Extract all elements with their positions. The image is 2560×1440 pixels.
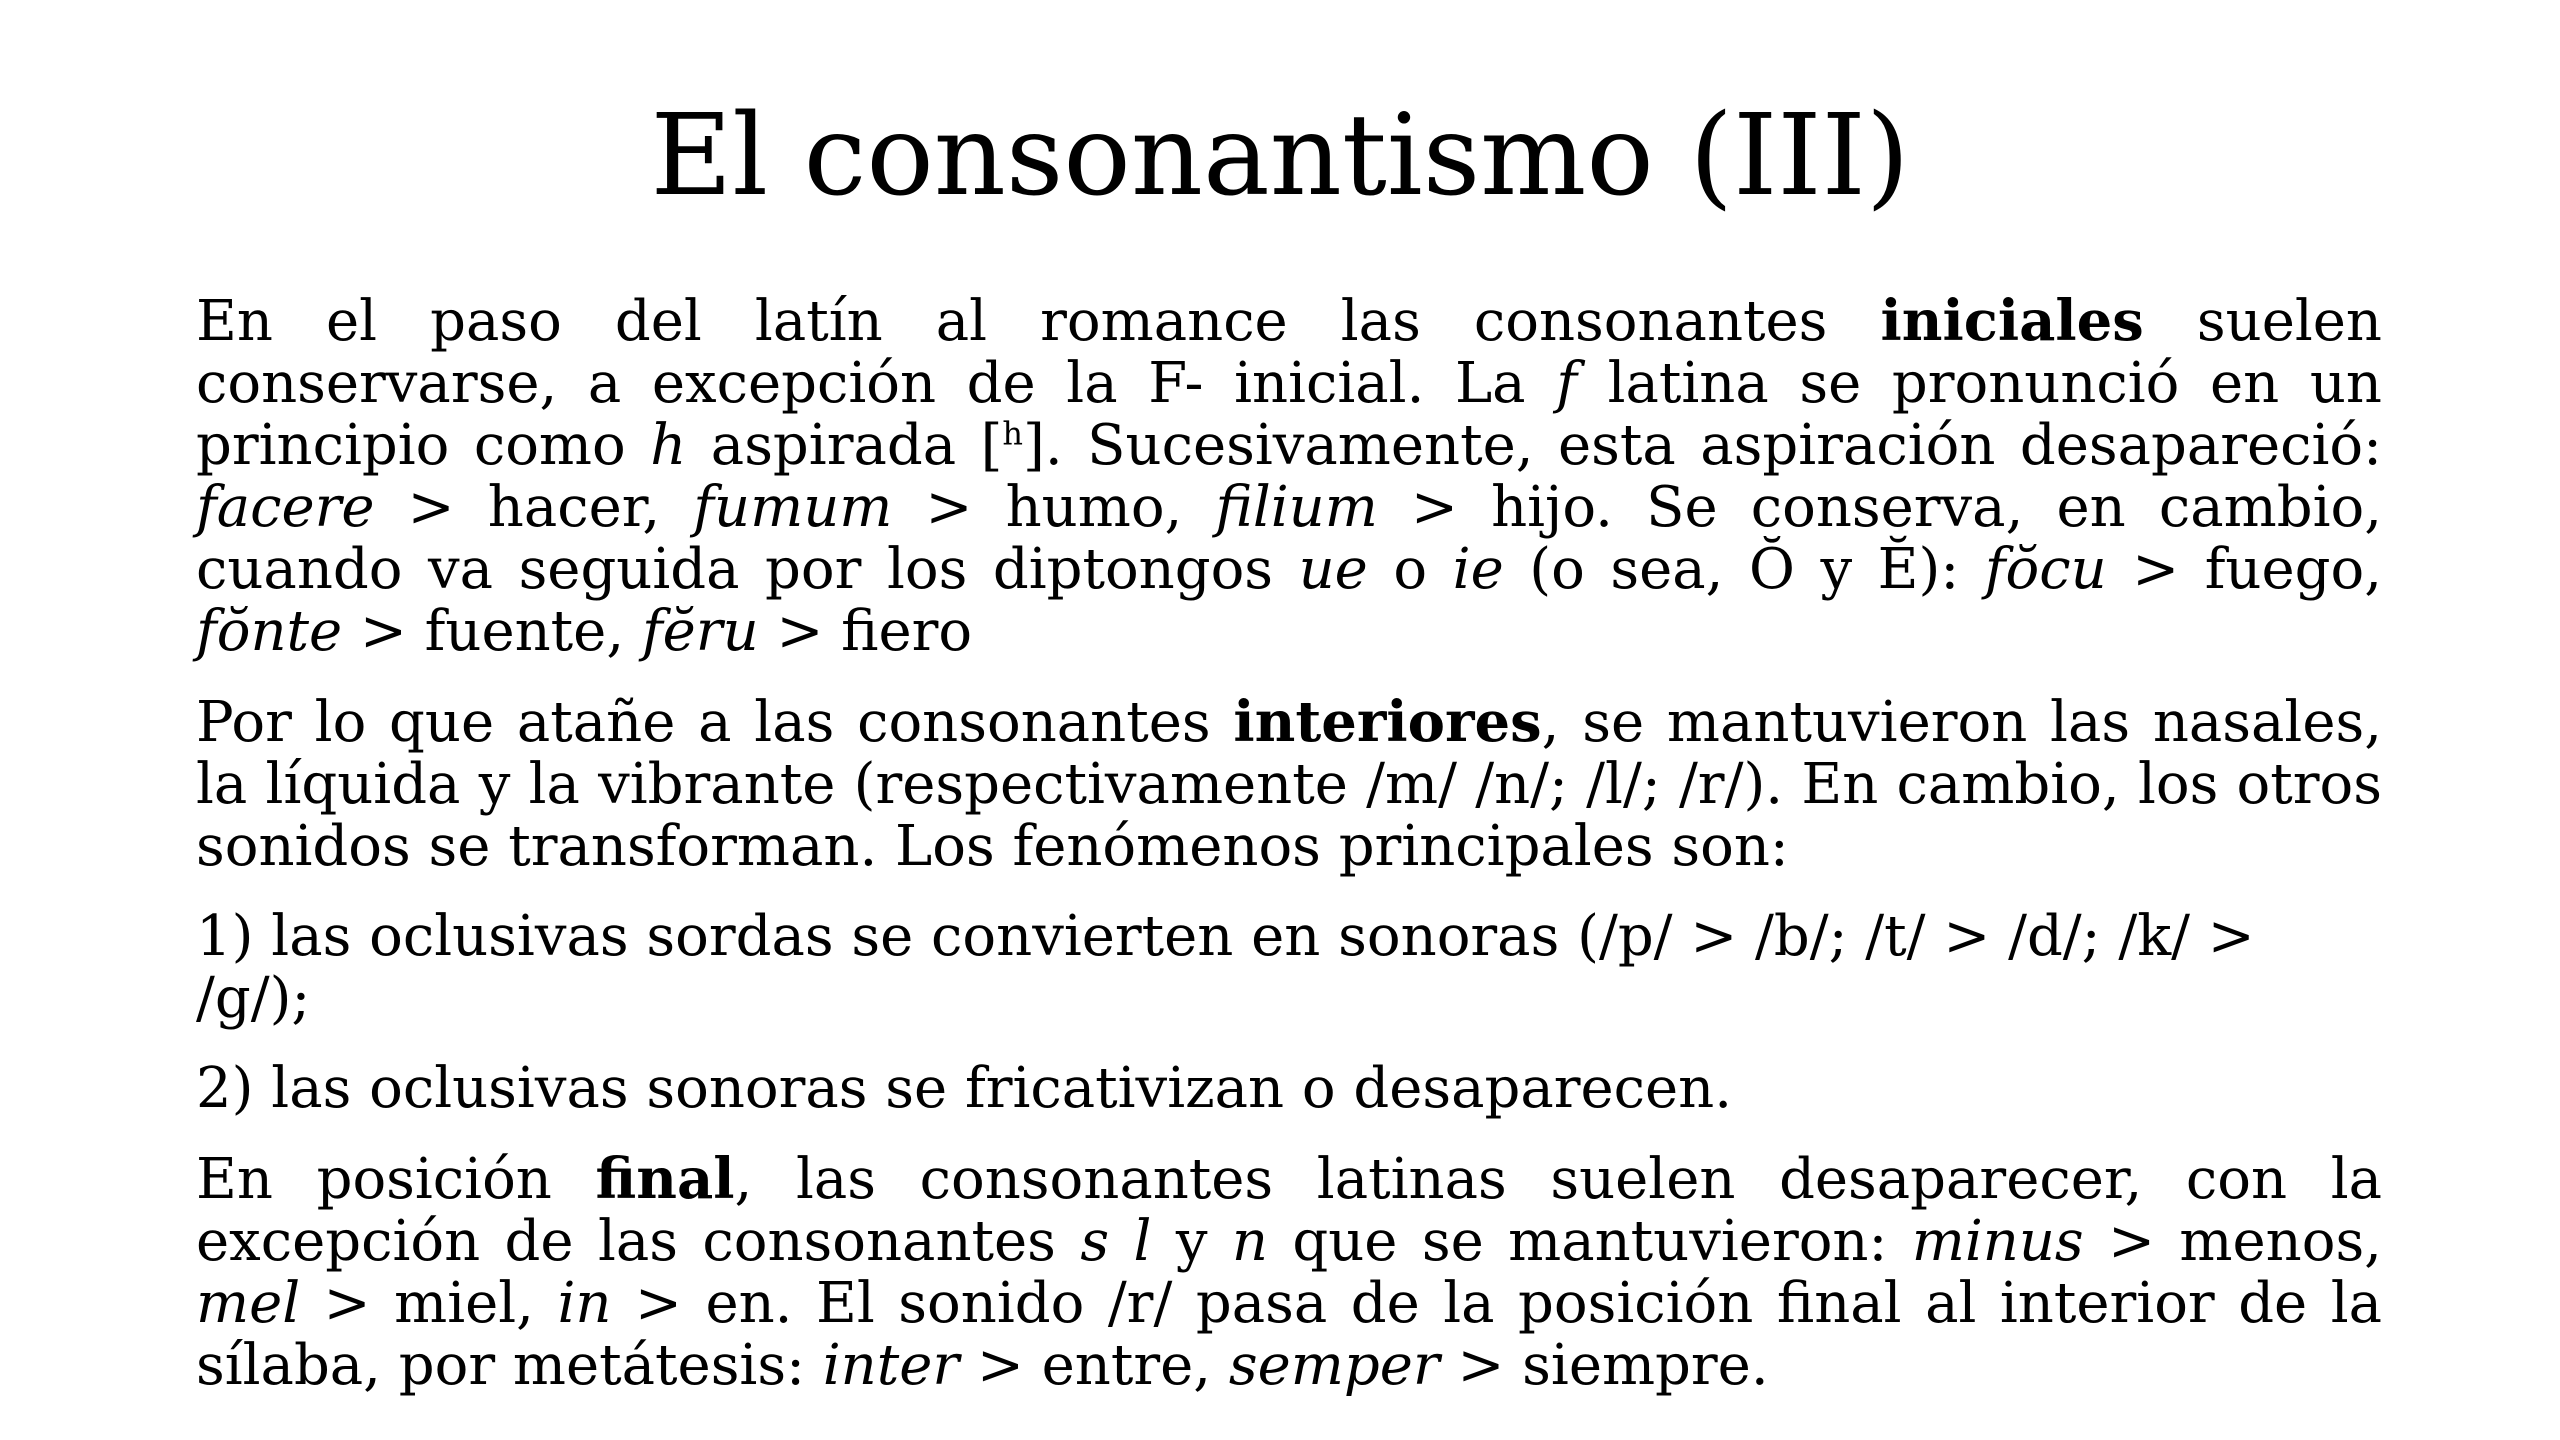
text-run: > fiero <box>758 599 973 664</box>
italic-term: minus <box>1911 1209 2084 1274</box>
text-run: > humo, <box>892 475 1216 540</box>
italic-term: n <box>1231 1209 1268 1274</box>
paragraph-interior-consonants <box>196 691 2382 878</box>
text-run <box>1109 1209 1133 1274</box>
italic-term: ie <box>1452 537 1504 602</box>
text-run: En posición <box>196 1147 596 1212</box>
text-run: y <box>1151 1209 1232 1274</box>
list-item-1: 1) las oclusivas sordas se convierten en sonoras (/p/ > /b/; /t/ > /d/; /k/ > /g/); <box>196 904 2255 1031</box>
italic-term: facere <box>196 475 375 540</box>
text-run: latina se pronunció en un principio como <box>196 351 2382 478</box>
text-run: > siempre. <box>1439 1333 1769 1398</box>
italic-term: fĕru <box>641 599 759 664</box>
text-run: > fuego, <box>2106 537 2382 602</box>
text-run: > en. El sonido /r/ pasa de la posición final al interior de la sílaba, por metátesis: <box>196 1271 2383 1398</box>
text-run: , las consonantes latinas suelen desaparecer, con la excepción de las consonantes <box>196 1147 2382 1274</box>
text-run: ]. Sucesivamente, esta aspiración desapareció: <box>1023 413 2382 478</box>
text-run: , se mantuvieron las nasales, la líquida y la vibrante (respectivamente /m/ /n/; /l/; /r/). En cambio, los otros sonidos se transforman. Los fenómenos principales son: <box>196 690 2383 879</box>
italic-term: fŏcu <box>1984 537 2107 602</box>
text-run: > entre, <box>959 1333 1229 1398</box>
slide-body <box>196 290 2382 1425</box>
italic-term: l <box>1133 1209 1152 1274</box>
italic-term: semper <box>1228 1333 1440 1398</box>
text-run: aspirada [ <box>686 413 1003 478</box>
italic-term: mel <box>196 1271 301 1336</box>
bold-term-iniciales: iniciales <box>1880 288 2144 354</box>
text-run: o <box>1367 537 1453 602</box>
bold-term-interiores: interiores <box>1233 689 1542 755</box>
list-item-2: 2) las oclusivas sonoras se fricativizan o desaparecen. <box>196 1056 1733 1121</box>
italic-term: f <box>1556 351 1577 416</box>
text-run: > menos, <box>2083 1209 2382 1274</box>
italic-term: h <box>650 413 687 478</box>
slide-title: El consonantismo (III) <box>650 91 1910 221</box>
italic-term: fŏnte <box>196 599 343 664</box>
bold-term-final: final <box>595 1146 735 1212</box>
text-run: suelen conservarse, a excepción de la F- inicial. La <box>196 289 2382 416</box>
paragraph-final-consonants <box>196 1148 2382 1397</box>
italic-term: inter <box>822 1333 960 1398</box>
italic-term: ue <box>1298 537 1368 602</box>
text-run: > hijo. Se conserva, en cambio, cuando va seguida por los diptongos <box>196 475 2383 602</box>
text-run: que se mantuvieron: <box>1267 1209 1912 1274</box>
italic-term: fumum <box>693 475 893 540</box>
italic-term: s <box>1080 1209 1110 1274</box>
text-run: En el paso del latín al romance las consonantes <box>196 289 1881 354</box>
text-run: Por lo que atañe a las consonantes <box>196 690 1234 755</box>
text-run: > hacer, <box>374 475 694 540</box>
italic-term: filium <box>1215 475 1378 540</box>
text-run: > miel, <box>300 1271 558 1336</box>
italic-term: in <box>557 1271 612 1336</box>
paragraph-initial-consonants <box>196 290 2382 663</box>
superscript-h: h <box>1002 414 1024 453</box>
text-run: (o sea, Ŏ y Ĕ): <box>1503 537 1985 602</box>
text-run: > fuente, <box>342 599 642 664</box>
